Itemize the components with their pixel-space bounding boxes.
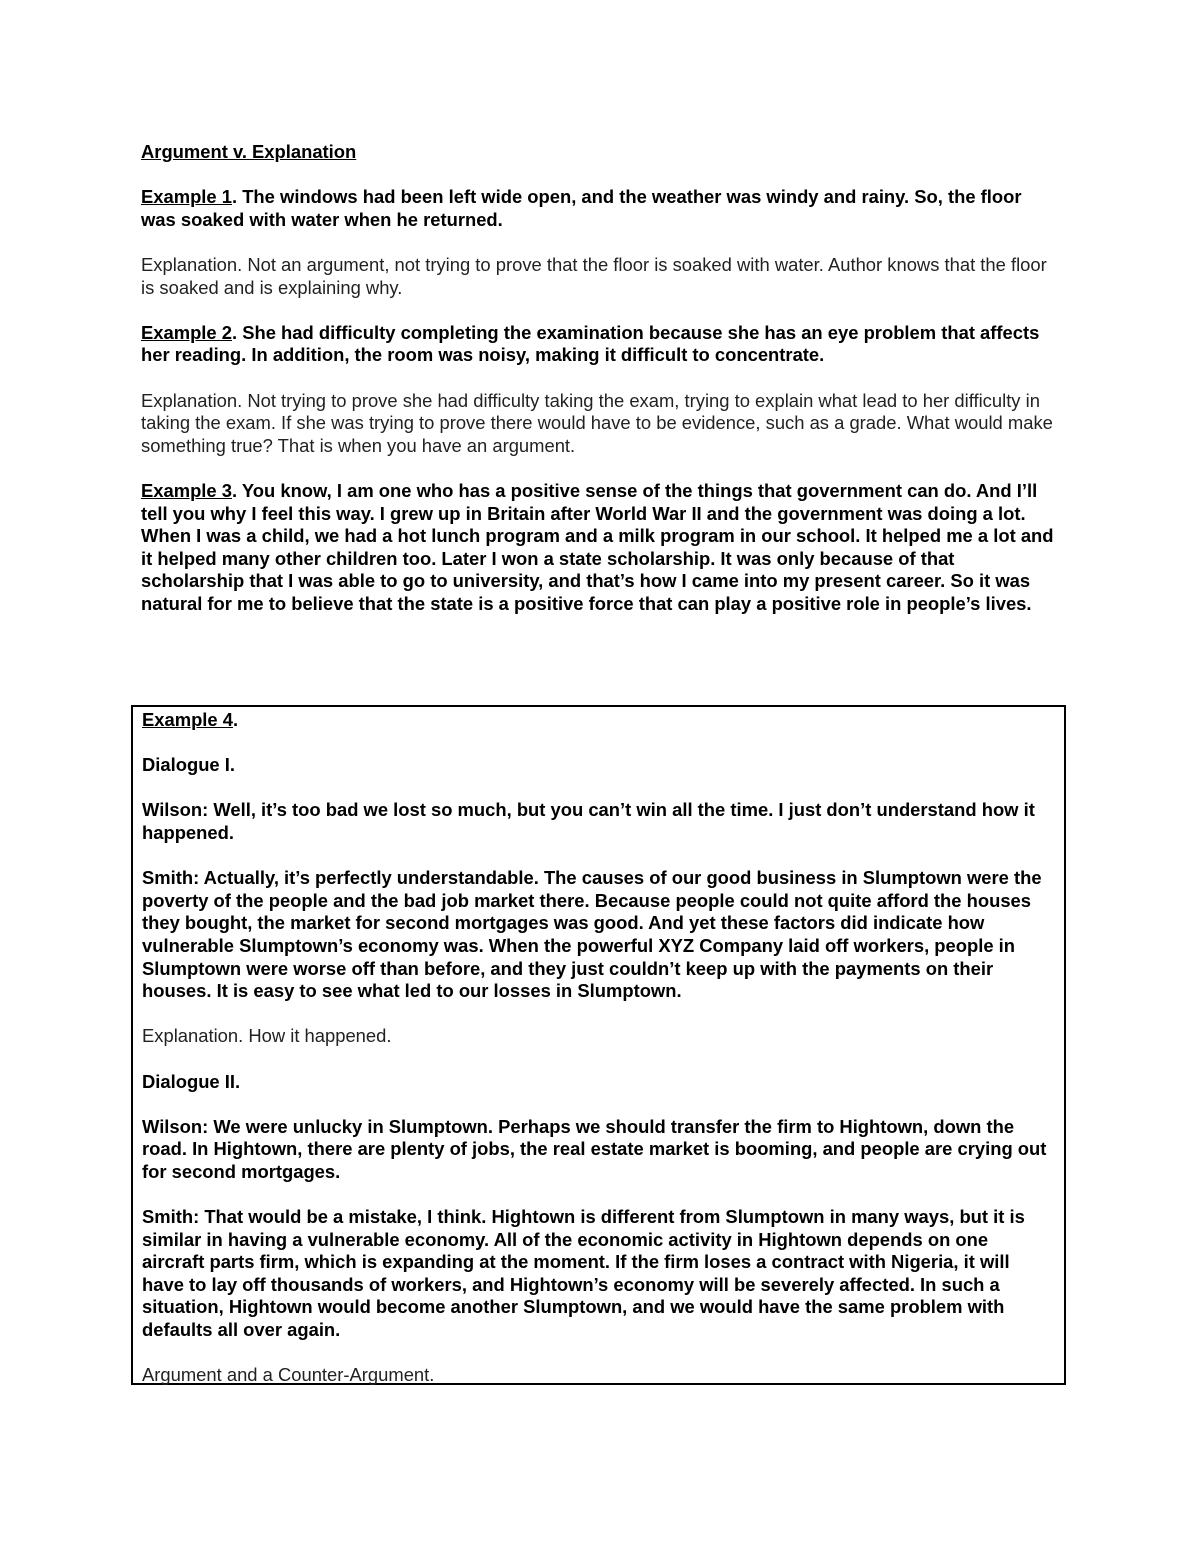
- example-1-text: . The windows had been left wide open, and the weather was windy and rainy. So, the floor was soaked with water when he returned.: [141, 186, 1022, 230]
- example-3-text: . You know, I am one who has a positive sense of the things that government can do. And I’ll tell you why I feel this way. I grew up in Britain after World War II and the government was doing a lot. When I was a child, we had a hot lunch program and a milk program in our school. It helped me a lot and it helped many other children too. Later I won a state scholarship. It was only because of that scholarship that I was able to go to university, and that’s how I came into my present career. So it was natural for me to believe that the state is a positive force that can play a positive role in people’s lives.: [141, 479, 1054, 614]
- example-2-explanation: Explanation. Not trying to prove she had difficulty taking the exam, trying to explain what lead to her difficulty in taking the exam. If she was trying to prove there would have to be evidence, such as a grade. What would make something true? That is when you have an argument.: [141, 389, 1053, 456]
- dialogue-2-smith: Smith: That would be a mistake, I think. Hightown is different from Slumptown in many ways, but it is similar in having a vulnerable economy. All of the economic activity in Hightown depends on one aircraft parts firm, which is expanding at the moment. If the firm loses a contract with Nigeria, it will have to lay off thousands of workers, and Hightown’s economy will be severely affected. In such a situation, Hightown would become another Slumptown, and we would have the same problem with defaults all over again.: [142, 1206, 1025, 1341]
- example-1-explanation: Explanation. Not an argument, not trying to prove that the floor is soaked with water. Author knows that the floor is soaked and is explaining why.: [141, 253, 1047, 298]
- dialogue-1-heading: Dialogue I.: [142, 754, 235, 776]
- dialogue-2-verdict: Argument and a Counter-Argument.: [142, 1364, 435, 1386]
- example-2-text: . She had difficulty completing the examination because she has an eye problem that affects her reading. In addition, the room was noisy, making it difficult to concentrate.: [141, 321, 1040, 366]
- page-title: Argument v. Explanation: [141, 141, 357, 162]
- example-4-box: [131, 705, 1066, 1385]
- example-3: [141, 480, 1061, 616]
- dialogue-2-wilson: Wilson: We were unlucky in Slumptown. Perhaps we should transfer the firm to Hightown, down the road. In Hightown, there are plenty of jobs, the real estate market is booming, and people are crying out for second mortgages.: [142, 1115, 1047, 1182]
- example-4-heading: [142, 709, 1055, 732]
- dialogue-1-verdict: Explanation. How it happened.: [142, 1025, 392, 1047]
- example-4-label-suffix: .: [232, 709, 239, 730]
- example-2-label: Example 2: [141, 321, 232, 343]
- dialogue-1-wilson: Wilson: Well, it’s too bad we lost so much, but you can’t win all the time. I just don’t understand how it happened.: [142, 799, 1035, 843]
- example-4-label: Example 4: [142, 709, 233, 730]
- example-1: [141, 186, 1061, 231]
- example-3-label: Example 3: [141, 479, 232, 501]
- example-2: [141, 322, 1061, 367]
- example-1-label: Example 1: [141, 186, 232, 208]
- document-page: [141, 141, 1061, 638]
- dialogue-2-heading: Dialogue II.: [142, 1070, 241, 1092]
- dialogue-1-smith: Smith: Actually, it’s perfectly understandable. The causes of our good business in Slumptown were the poverty of the people and the bad job market there. Because people could not quite afford the houses they bought, the market for second mortgages was good. And yet these factors did indicate how vulnerable Slumptown’s economy was. When the powerful XYZ Company laid off workers, people in Slumptown were worse off than before, and they just couldn’t keep up with the payments on their houses. It is easy to see what led to our losses in Slumptown.: [142, 867, 1042, 1002]
